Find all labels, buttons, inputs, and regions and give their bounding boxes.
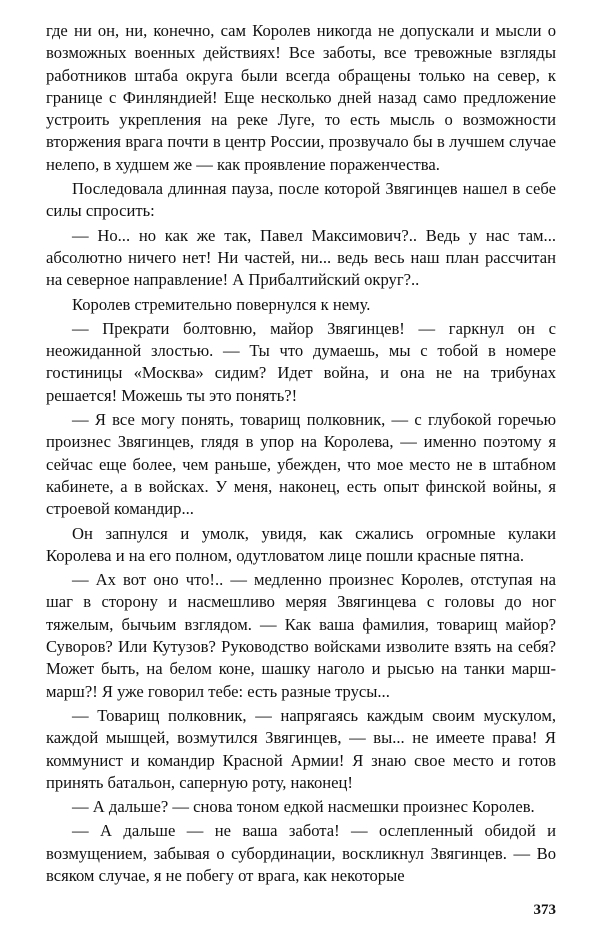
paragraph-continuation: где ни он, ни, конечно, сам Королев никогда не допускали и мысли о возможных военных действиях! Все заботы, все тревожные взгляды работников штаба округа были всегда обращены только на север, к границе с Финляндией! Еще несколько дней назад само предложение устроить укрепления на реке Луге, то есть мысль о возможности вторжения врага почти в центр России, прозвучало бы в лучшем случае нелепо, в худшем же — как проявление пораженчества.: [46, 21, 556, 174]
paragraph-pause: Последовала длинная пауза, после которой Звягинцев нашел в себе силы спросить:: [46, 179, 556, 221]
paragraph-dialogue-zvyagintsev-exclaim: — А дальше — не ваша забота! — ослепленный обидой и возмущением, забывая о субординации, воскликнул Звягинцев. — Во всяком случае, я не побегу от врага, как некоторые: [46, 821, 556, 885]
book-page-text: [46, 20, 556, 887]
paragraph-dialogue-zvyagintsev-reply: — Я все могу понять, товарищ полковник, — с глубокой горечью произнес Звягинцев, глядя в упор на Королева, — именно поэтому я сейчас еще более, чем раньше, убежден, что мое место не в штабном кабинете, а в войсках. У меня, наконец, есть опыт финской войны, я строевой командир...: [46, 410, 556, 519]
paragraph-dialogue-zvyagintsev-question: — Но... но как же так, Павел Максимович?.. Ведь у нас там... абсолютно ничего нет! Ни частей, ни... ведь весь наш план рассчитан на северное направление! А Прибалтийский округ?..: [46, 225, 556, 290]
paragraph-dialogue-zvyagintsev-protest: — Товарищ полковник, — напрягаясь каждым своим мускулом, каждой мышцей, возмутился Звягинцев, — вы... не имеете права! Я коммунист и командир Красной Армии! Я знаю свое место и готов принять батальон, саперную роту, наконец!: [46, 705, 556, 792]
paragraph-narration-fists: Он запнулся и умолк, увидя, как сжались огромные кулаки Королева и на его полном, одутловатом лице пошли красные пятна.: [46, 523, 556, 565]
paragraph-korolev-turns: Королев стремительно повернулся к нему.: [72, 294, 371, 314]
paragraph-dialogue-korolev-shout: — Прекрати болтовню, майор Звягинцев! — гаркнул он с неожиданной злостью. — Ты что думаешь, мы с тобой в номере гостиницы «Москва» сидим? Идет война, и она не на трибунах решается! Можешь ты это понять?!: [46, 318, 556, 405]
paragraph-dialogue-korolev-further: — А дальше? — снова тоном едкой насмешки произнес Королев.: [72, 797, 535, 817]
page-number: 373: [533, 902, 556, 918]
paragraph-dialogue-korolev-mock: — Ах вот оно что!.. — медленно произнес Королев, отступая на шаг в сторону и насмешливо меряя Звягинцева с головы до ног тяжелым, бычьим взглядом. — Как ваша фамилия, товарищ майор? Суворов? Или Кутузов? Руководство войсками изволите взять на себя? Может быть, на белом коне, шашку наголо и рысью на танки марш-марш?! Я уже говорил тебе: есть разные трусы...: [46, 570, 556, 701]
